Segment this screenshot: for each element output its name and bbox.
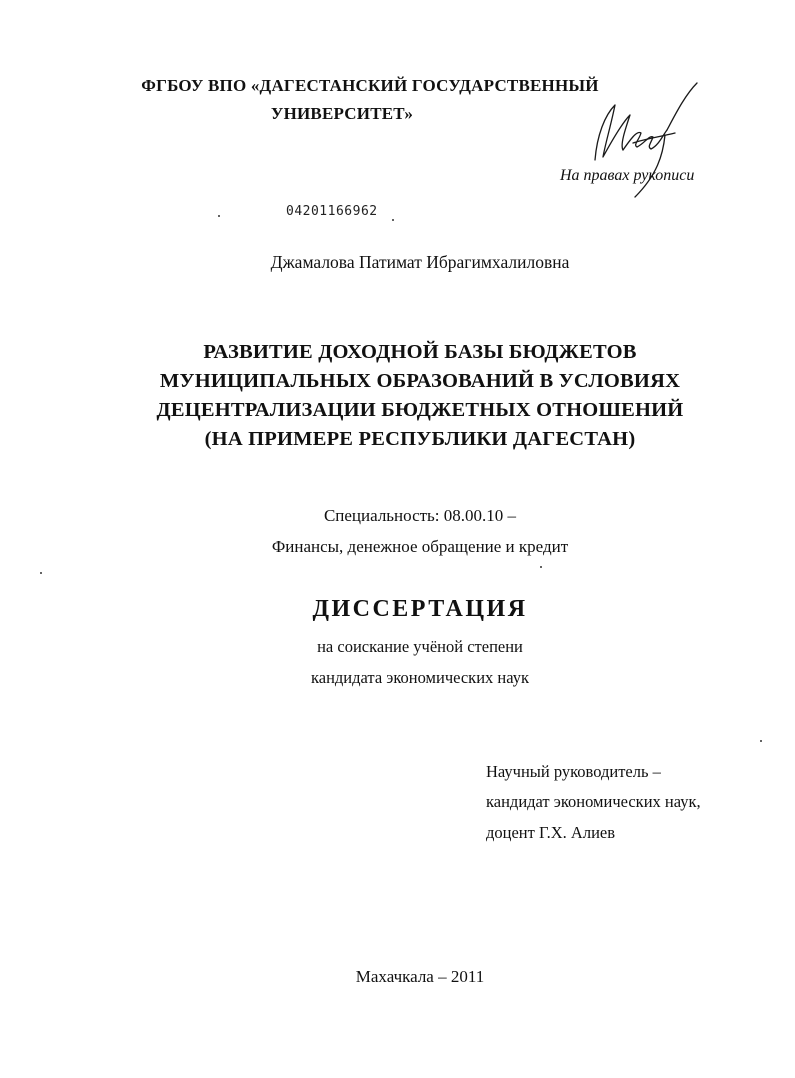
author-name: Джамалова Патимат Ибрагимхалиловна — [270, 252, 570, 272]
rights-label: На правах рукописи — [560, 167, 695, 184]
city-year: Махачкала – 2011 — [355, 967, 485, 986]
degree-line-2: кандидата экономических наук — [310, 668, 529, 687]
scan-speck — [392, 219, 394, 221]
title-line: (НА ПРИМЕРЕ РЕСПУБЛИКИ ДАГЕСТАН) — [204, 428, 636, 450]
handwritten-signature — [575, 75, 705, 205]
scan-speck — [218, 215, 220, 217]
scan-speck — [40, 572, 42, 574]
supervisor-line-2: кандидат экономических наук, — [486, 792, 701, 811]
supervisor-line-3: доцент Г.Х. Алиев — [486, 823, 616, 842]
scan-speck — [540, 566, 542, 568]
registration-code: 04201166962 — [286, 204, 378, 219]
title-line: МУНИЦИПАЛЬНЫХ ОБРАЗОВАНИЙ В УСЛОВИЯХ — [159, 370, 681, 392]
title-line: РАЗВИТИЕ ДОХОДНОЙ БАЗЫ БЮДЖЕТОВ — [203, 341, 637, 363]
dissertation-title — [90, 338, 750, 454]
title-line: ДЕЦЕНТРАЛИЗАЦИИ БЮДЖЕТНЫХ ОТНОШЕНИЙ — [156, 399, 684, 421]
degree-line-1: на соискание учёной степени — [317, 637, 523, 656]
supervisor-line-1: Научный руководитель – — [486, 762, 661, 781]
specialty-code: Специальность: 08.00.10 – — [323, 506, 517, 525]
scan-speck — [760, 740, 762, 742]
institution-line-1: ФГБОУ ВПО «ДАГЕСТАНСКИЙ ГОСУДАРСТВЕННЫЙ — [141, 76, 599, 95]
document-type: ДИССЕРТАЦИЯ — [312, 596, 528, 622]
institution-line-2: УНИВЕРСИТЕТ» — [270, 104, 414, 123]
specialty-name: Финансы, денежное обращение и кредит — [271, 537, 569, 556]
